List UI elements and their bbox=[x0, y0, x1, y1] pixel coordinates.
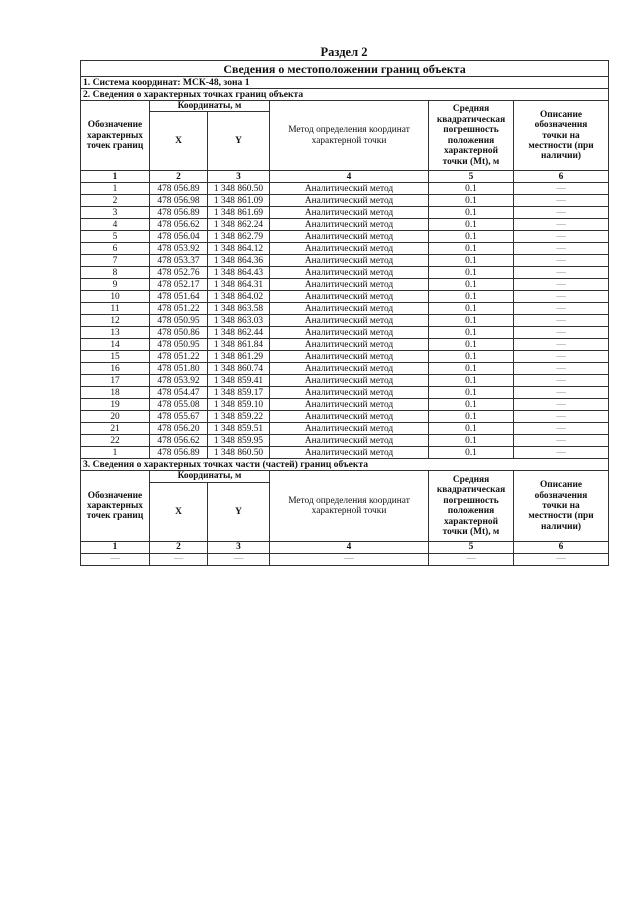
point-cell: 478 053.92 bbox=[150, 375, 208, 387]
point-cell: 12 bbox=[81, 315, 150, 327]
section3-header-y: Y bbox=[208, 482, 270, 541]
point-cell: Аналитический метод bbox=[270, 279, 429, 291]
section2-header-coords: Координаты, м bbox=[150, 101, 270, 112]
point-cell: 478 051.22 bbox=[150, 351, 208, 363]
point-row bbox=[81, 183, 609, 195]
point-cell: 478 056.20 bbox=[150, 423, 208, 435]
point-cell: 0.1 bbox=[429, 219, 514, 231]
point-cell: 1 348 859.10 bbox=[208, 399, 270, 411]
section2-header-x: X bbox=[150, 112, 208, 171]
point-cell: 11 bbox=[81, 303, 150, 315]
point-cell: 0.1 bbox=[429, 351, 514, 363]
point-cell: 478 050.95 bbox=[150, 339, 208, 351]
section-label: Раздел 2 bbox=[320, 45, 368, 59]
point-cell: 1 bbox=[81, 447, 150, 459]
point-cell: Аналитический метод bbox=[270, 435, 429, 447]
section3-col-number: 5 bbox=[429, 541, 514, 553]
coord-system: 1. Система координат: МСК-48, зона 1 bbox=[81, 77, 609, 89]
point-cell: Аналитический метод bbox=[270, 447, 429, 459]
point-cell: Аналитический метод bbox=[270, 255, 429, 267]
point-row bbox=[81, 267, 609, 279]
point-cell: 0.1 bbox=[429, 399, 514, 411]
point-row bbox=[81, 303, 609, 315]
point-cell: Аналитический метод bbox=[270, 267, 429, 279]
section3-header-x: X bbox=[150, 482, 208, 541]
point-cell: Аналитический метод bbox=[270, 399, 429, 411]
point-cell: — bbox=[514, 339, 609, 351]
point-cell: 1 348 862.79 bbox=[208, 231, 270, 243]
point-cell: 8 bbox=[81, 267, 150, 279]
point-cell: 9 bbox=[81, 279, 150, 291]
point-cell: 1 348 859.17 bbox=[208, 387, 270, 399]
point-row bbox=[81, 243, 609, 255]
section3-cell: — bbox=[150, 553, 208, 565]
point-row bbox=[81, 327, 609, 339]
point-cell: — bbox=[514, 363, 609, 375]
point-cell: 478 055.67 bbox=[150, 411, 208, 423]
section2-col-number: 5 bbox=[429, 171, 514, 183]
point-row bbox=[81, 315, 609, 327]
point-cell: Аналитический метод bbox=[270, 363, 429, 375]
point-cell: — bbox=[514, 219, 609, 231]
point-cell: 0.1 bbox=[429, 315, 514, 327]
point-cell: — bbox=[514, 375, 609, 387]
section3-header-mt: Средняя квадратическая погрешность положения характерной точки (Mt), м bbox=[429, 471, 514, 541]
point-cell: Аналитический метод bbox=[270, 351, 429, 363]
point-cell: 17 bbox=[81, 375, 150, 387]
point-cell: 0.1 bbox=[429, 195, 514, 207]
point-cell: 478 050.86 bbox=[150, 327, 208, 339]
point-row bbox=[81, 363, 609, 375]
section3-cell: — bbox=[208, 553, 270, 565]
point-cell: — bbox=[514, 411, 609, 423]
point-cell: 1 348 864.31 bbox=[208, 279, 270, 291]
section3-cell: — bbox=[429, 553, 514, 565]
section2-header-method: Метод определения координат характерной точки bbox=[270, 101, 429, 171]
point-cell: 1 348 863.03 bbox=[208, 315, 270, 327]
point-cell: 0.1 bbox=[429, 327, 514, 339]
point-cell: 1 348 863.58 bbox=[208, 303, 270, 315]
section3-col-number: 2 bbox=[150, 541, 208, 553]
section3-col-number: 4 bbox=[270, 541, 429, 553]
point-cell: 0.1 bbox=[429, 423, 514, 435]
point-cell: 0.1 bbox=[429, 243, 514, 255]
point-cell: Аналитический метод bbox=[270, 387, 429, 399]
section2-col-number: 4 bbox=[270, 171, 429, 183]
point-cell: 0.1 bbox=[429, 339, 514, 351]
point-cell: — bbox=[514, 399, 609, 411]
point-cell: — bbox=[514, 183, 609, 195]
point-cell: 1 348 864.43 bbox=[208, 267, 270, 279]
point-cell: Аналитический метод bbox=[270, 339, 429, 351]
section3-header-method: Метод определения координат характерной точки bbox=[270, 471, 429, 541]
point-cell: 0.1 bbox=[429, 183, 514, 195]
boundary-table bbox=[80, 60, 609, 566]
point-cell: 478 056.98 bbox=[150, 195, 208, 207]
point-cell: 1 348 860.74 bbox=[208, 363, 270, 375]
point-cell: 478 054.47 bbox=[150, 387, 208, 399]
point-cell: — bbox=[514, 351, 609, 363]
point-cell: — bbox=[514, 315, 609, 327]
point-cell: 5 bbox=[81, 231, 150, 243]
point-cell: 478 053.92 bbox=[150, 243, 208, 255]
point-cell: 478 056.04 bbox=[150, 231, 208, 243]
point-cell: Аналитический метод bbox=[270, 243, 429, 255]
point-cell: 0.1 bbox=[429, 411, 514, 423]
point-cell: 22 bbox=[81, 435, 150, 447]
point-cell: — bbox=[514, 435, 609, 447]
section3-col-number: 1 bbox=[81, 541, 150, 553]
point-cell: 0.1 bbox=[429, 231, 514, 243]
point-cell: 19 bbox=[81, 399, 150, 411]
section3-header-designation: Обозначение характерных точек границ bbox=[81, 471, 150, 541]
point-cell: 478 056.89 bbox=[150, 207, 208, 219]
point-cell: 1 348 862.24 bbox=[208, 219, 270, 231]
point-cell: 1 348 860.50 bbox=[208, 447, 270, 459]
section2-col-number: 2 bbox=[150, 171, 208, 183]
point-cell: 21 bbox=[81, 423, 150, 435]
point-cell: — bbox=[514, 387, 609, 399]
point-cell: — bbox=[514, 255, 609, 267]
section2-header-designation: Обозначение характерных точек границ bbox=[81, 101, 150, 171]
section3-cell: — bbox=[81, 553, 150, 565]
point-cell: 6 bbox=[81, 243, 150, 255]
point-cell: Аналитический метод bbox=[270, 207, 429, 219]
point-cell: — bbox=[514, 231, 609, 243]
point-cell: Аналитический метод bbox=[270, 303, 429, 315]
point-cell: 478 052.76 bbox=[150, 267, 208, 279]
point-cell: — bbox=[514, 243, 609, 255]
section3-col-number: 6 bbox=[514, 541, 609, 553]
point-cell: 15 bbox=[81, 351, 150, 363]
point-cell: — bbox=[514, 267, 609, 279]
section2-header-mt: Средняя квадратическая погрешность положения характерной точки (Mt), м bbox=[429, 101, 514, 171]
point-cell: 13 bbox=[81, 327, 150, 339]
point-cell: 1 348 859.51 bbox=[208, 423, 270, 435]
point-cell: — bbox=[514, 303, 609, 315]
point-cell: Аналитический метод bbox=[270, 291, 429, 303]
document-title: Сведения о местоположении границ объекта bbox=[81, 61, 609, 77]
point-cell: 478 051.80 bbox=[150, 363, 208, 375]
point-cell: 1 bbox=[81, 183, 150, 195]
point-cell: 478 050.95 bbox=[150, 315, 208, 327]
point-cell: 1 348 861.69 bbox=[208, 207, 270, 219]
point-cell: 478 056.62 bbox=[150, 435, 208, 447]
section2-col-number: 6 bbox=[514, 171, 609, 183]
point-cell: 0.1 bbox=[429, 279, 514, 291]
point-row bbox=[81, 375, 609, 387]
point-cell: Аналитический метод bbox=[270, 231, 429, 243]
section3-header-coords: Координаты, м bbox=[150, 471, 270, 482]
point-cell: 1 348 864.36 bbox=[208, 255, 270, 267]
point-cell: 0.1 bbox=[429, 435, 514, 447]
point-cell: 18 bbox=[81, 387, 150, 399]
point-row bbox=[81, 411, 609, 423]
point-cell: 2 bbox=[81, 195, 150, 207]
point-cell: 16 bbox=[81, 363, 150, 375]
point-cell: 0.1 bbox=[429, 447, 514, 459]
section3-title: 3. Сведения о характерных точках части (частей) границ объекта bbox=[81, 459, 609, 471]
section2-col-number: 1 bbox=[81, 171, 150, 183]
point-row bbox=[81, 207, 609, 219]
point-cell: 478 056.89 bbox=[150, 183, 208, 195]
point-cell: 0.1 bbox=[429, 303, 514, 315]
point-cell: Аналитический метод bbox=[270, 183, 429, 195]
point-cell: Аналитический метод bbox=[270, 219, 429, 231]
point-cell: — bbox=[514, 423, 609, 435]
point-cell: — bbox=[514, 207, 609, 219]
section2-header-y: Y bbox=[208, 112, 270, 171]
point-cell: 1 348 859.22 bbox=[208, 411, 270, 423]
point-cell: Аналитический метод bbox=[270, 423, 429, 435]
section3-header-description: Описание обозначения точки на местности (при наличии) bbox=[514, 471, 609, 541]
point-cell: — bbox=[514, 327, 609, 339]
point-row bbox=[81, 387, 609, 399]
point-row bbox=[81, 435, 609, 447]
point-cell: Аналитический метод bbox=[270, 411, 429, 423]
point-cell: 7 bbox=[81, 255, 150, 267]
point-cell: 0.1 bbox=[429, 207, 514, 219]
point-cell: 4 bbox=[81, 219, 150, 231]
point-cell: 0.1 bbox=[429, 291, 514, 303]
point-cell: 20 bbox=[81, 411, 150, 423]
point-row bbox=[81, 399, 609, 411]
point-row bbox=[81, 219, 609, 231]
point-row bbox=[81, 339, 609, 351]
point-cell: — bbox=[514, 195, 609, 207]
section2-col-number: 3 bbox=[208, 171, 270, 183]
document-page bbox=[80, 44, 608, 566]
section2-title: 2. Сведения о характерных точках границ объекта bbox=[81, 89, 609, 101]
point-cell: 478 051.64 bbox=[150, 291, 208, 303]
point-cell: Аналитический метод bbox=[270, 327, 429, 339]
point-cell: — bbox=[514, 291, 609, 303]
point-cell: 1 348 860.50 bbox=[208, 183, 270, 195]
point-cell: 1 348 864.02 bbox=[208, 291, 270, 303]
point-cell: 1 348 864.12 bbox=[208, 243, 270, 255]
point-cell: Аналитический метод bbox=[270, 315, 429, 327]
point-cell: 0.1 bbox=[429, 387, 514, 399]
point-row bbox=[81, 291, 609, 303]
point-cell: 0.1 bbox=[429, 375, 514, 387]
point-cell: 1 348 861.84 bbox=[208, 339, 270, 351]
point-cell: 1 348 859.41 bbox=[208, 375, 270, 387]
section3-row bbox=[81, 553, 609, 565]
point-row bbox=[81, 351, 609, 363]
point-cell: 0.1 bbox=[429, 267, 514, 279]
point-cell: 0.1 bbox=[429, 363, 514, 375]
point-cell: 1 348 861.29 bbox=[208, 351, 270, 363]
point-cell: 1 348 859.95 bbox=[208, 435, 270, 447]
point-cell: 3 bbox=[81, 207, 150, 219]
point-row bbox=[81, 231, 609, 243]
point-cell: 478 056.89 bbox=[150, 447, 208, 459]
point-cell: 1 348 862.44 bbox=[208, 327, 270, 339]
section3-cell: — bbox=[270, 553, 429, 565]
point-cell: 14 bbox=[81, 339, 150, 351]
point-row bbox=[81, 279, 609, 291]
point-row bbox=[81, 195, 609, 207]
section2-header-description: Описание обозначения точки на местности (при наличии) bbox=[514, 101, 609, 171]
point-row bbox=[81, 255, 609, 267]
point-cell: Аналитический метод bbox=[270, 195, 429, 207]
point-cell: 478 053.37 bbox=[150, 255, 208, 267]
point-cell: Аналитический метод bbox=[270, 375, 429, 387]
point-cell: — bbox=[514, 447, 609, 459]
point-cell: 478 055.08 bbox=[150, 399, 208, 411]
section3-cell: — bbox=[514, 553, 609, 565]
point-cell: 1 348 861.09 bbox=[208, 195, 270, 207]
point-row bbox=[81, 423, 609, 435]
point-cell: 0.1 bbox=[429, 255, 514, 267]
point-cell: 478 051.22 bbox=[150, 303, 208, 315]
point-row bbox=[81, 447, 609, 459]
point-cell: 478 056.62 bbox=[150, 219, 208, 231]
point-cell: 478 052.17 bbox=[150, 279, 208, 291]
section3-col-number: 3 bbox=[208, 541, 270, 553]
point-cell: — bbox=[514, 279, 609, 291]
point-cell: 10 bbox=[81, 291, 150, 303]
